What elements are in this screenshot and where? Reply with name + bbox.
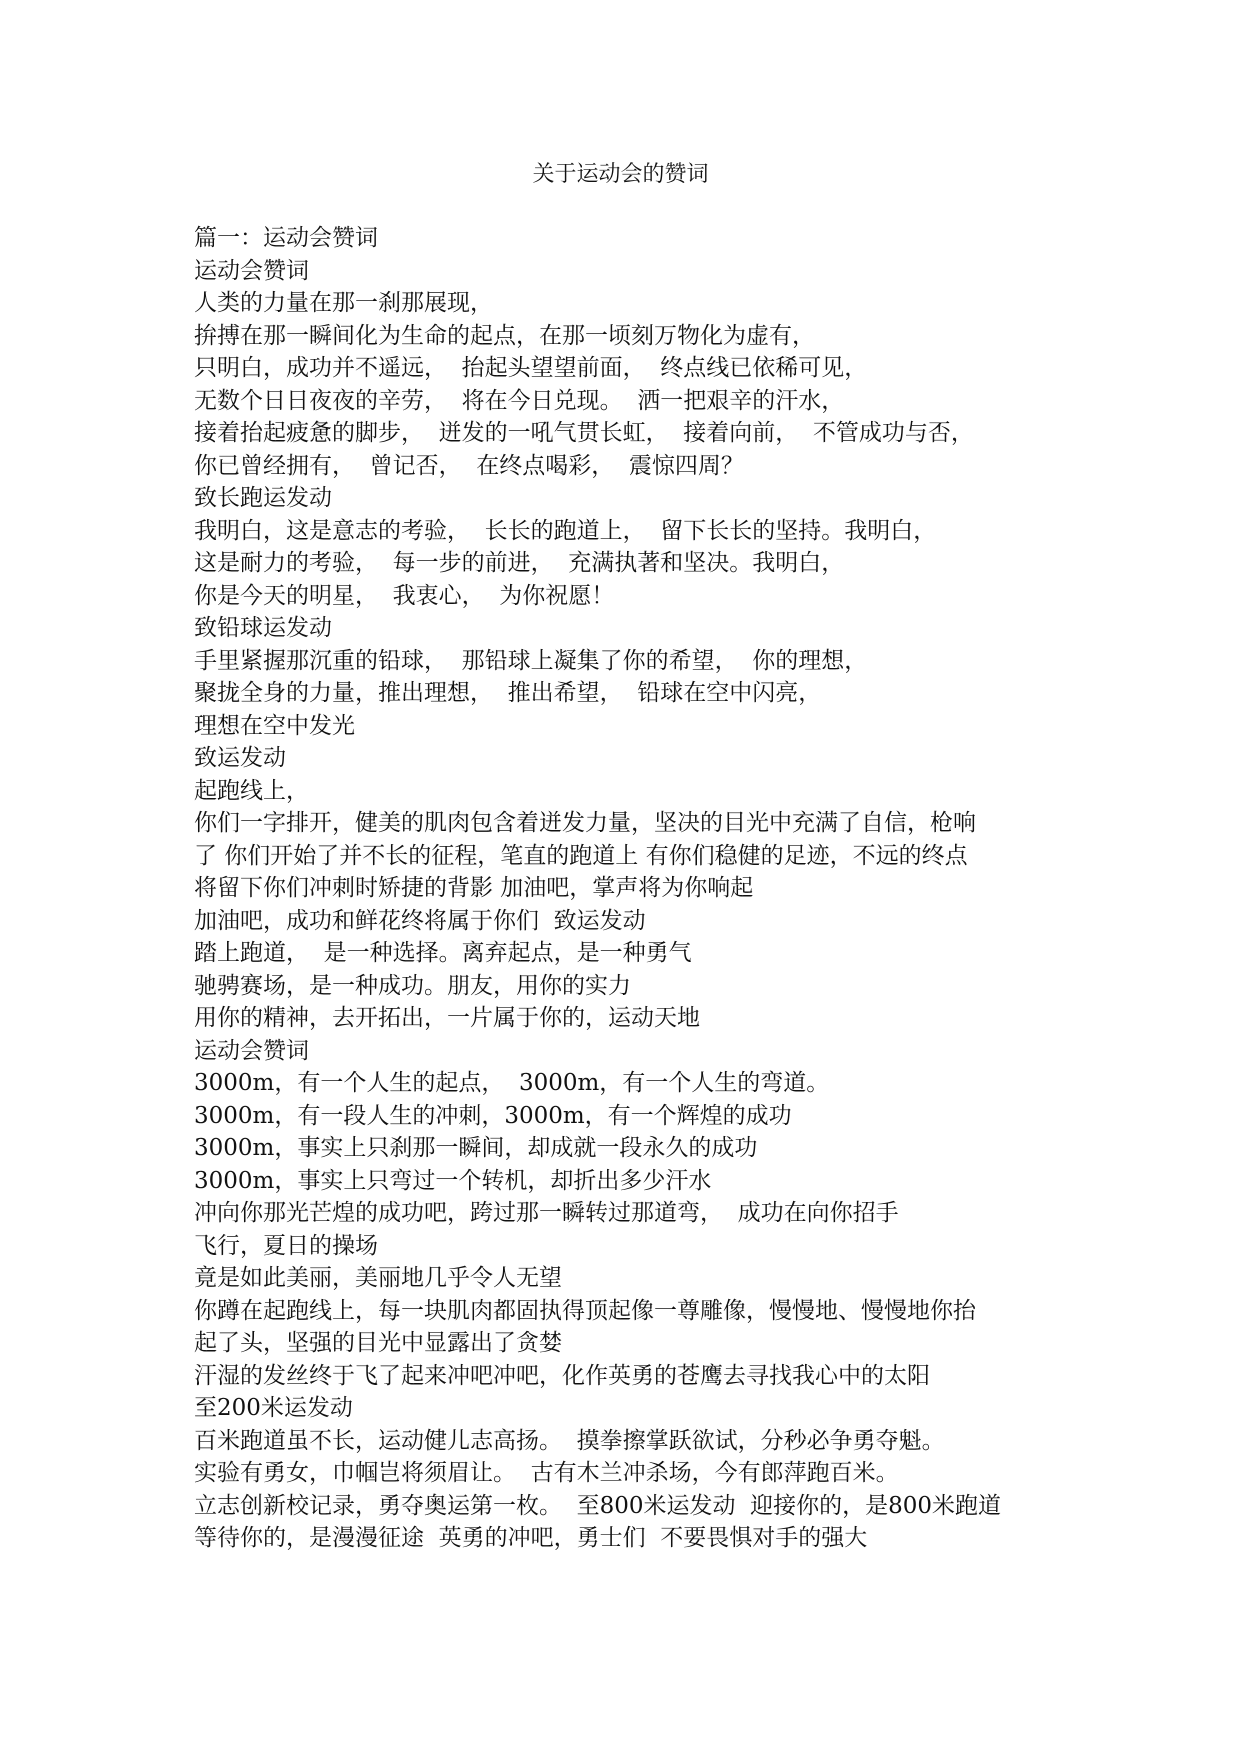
text-line: 用你的精神，去开拓出，一片属于你的，运动天地 <box>194 1005 700 1031</box>
text-line: 起了头，坚强的目光中显露出了贪婪 <box>194 1330 562 1356</box>
text-line: 3000m，事实上只刹那一瞬间，却成就一段永久的成功 <box>194 1135 758 1161</box>
text-line: 这是耐力的考验， 每一步的前进， 充满执著和坚决。我明白， <box>194 550 845 576</box>
text-line: 加油吧，成功和鲜花终将属于你们 致运发动 <box>194 907 646 934</box>
text-line: 理想在空中发光 <box>194 712 355 739</box>
text-line: 拚搏在那一瞬间化为生命的起点，在那一顷刻万物化为虚有， <box>194 322 815 349</box>
text-line: 致长跑运发动 <box>194 485 332 511</box>
text-line: 3000m，事实上只弯过一个转机，却折出多少汗水 <box>194 1167 712 1194</box>
text-line: 汗湿的发丝终于飞了起来冲吧冲吧，化作英勇的苍鹰去寻找我心中的太阳 <box>194 1362 930 1389</box>
text-line: 你已曾经拥有， 曾记否， 在终点喝彩， 震惊四周？ <box>194 452 744 479</box>
document-body <box>194 222 1074 1555</box>
text-line: 将留下你们冲刺时矫捷的背影 加油吧，掌声将为你响起 <box>194 875 754 901</box>
text-line: 了 你们开始了并不长的征程，笔直的跑道上 有你们稳健的足迹，不远的终点 <box>194 842 968 869</box>
text-line: 驰骋赛场，是一种成功。朋友，用你的实力 <box>194 972 631 999</box>
text-line: 等待你的，是漫漫征途 英勇的冲吧，勇士们 不要畏惧对手的强大 <box>194 1525 868 1551</box>
text-line: 飞行，夏日的操场 <box>194 1232 378 1259</box>
text-line: 致运发动 <box>194 745 286 771</box>
text-line: 致铅球运发动 <box>194 615 332 641</box>
text-line: 只明白，成功并不遥远， 抬起头望望前面， 终点线已依稀可见， <box>194 355 868 381</box>
text-line: 你们一字排开，健美的肌肉包含着迸发力量，坚决的目光中充满了自信，枪响 <box>194 810 976 836</box>
text-line: 冲向你那光芒煌的成功吧，跨过那一瞬转过那道弯， 成功在向你招手 <box>194 1200 899 1226</box>
text-line: 接着抬起疲惫的脚步， 迸发的一吼气贯长虹， 接着向前， 不管成功与否， <box>194 420 974 446</box>
text-line: 运动会赞词 <box>194 1037 309 1064</box>
text-line: 运动会赞词 <box>194 257 309 284</box>
text-line: 我明白，这是意志的考验， 长长的跑道上， 留下长长的坚持。我明白， <box>194 517 937 544</box>
text-line: 3000m，有一段人生的冲刺，3000m，有一个辉煌的成功 <box>194 1102 792 1129</box>
text-line: 手里紧握那沉重的铅球， 那铅球上凝集了你的希望， 你的理想， <box>194 647 868 674</box>
text-line: 3000m，有一个人生的起点， 3000m，有一个人生的弯道。 <box>194 1070 830 1096</box>
text-line: 篇一：运动会赞词 <box>194 225 378 251</box>
text-line: 人类的力量在那一刹那展现， <box>194 290 493 316</box>
text-line: 无数个日日夜夜的辛劳， 将在今日兑现。 洒一把艰辛的汗水， <box>194 387 845 414</box>
document-title: 关于运动会的赞词 <box>532 162 709 187</box>
text-line: 你是今天的明星， 我衷心， 为你祝愿！ <box>194 582 615 609</box>
text-line: 立志创新校记录，勇夺奥运第一枚。 至800米运发动 迎接你的，是800米跑道 <box>194 1492 1002 1519</box>
text-line: 至200米运发动 <box>194 1395 353 1421</box>
text-line: 起跑线上， <box>194 777 309 804</box>
text-line: 实验有勇女，巾帼岂将须眉让。 古有木兰冲杀场，今有郎萍跑百米。 <box>194 1460 899 1486</box>
text-line: 聚拢全身的力量，推出理想， 推出希望， 铅球在空中闪亮， <box>194 680 822 706</box>
text-line: 百米跑道虽不长，运动健儿志高扬。 摸拳擦掌跃欲试，分秒必争勇夺魁。 <box>194 1427 945 1454</box>
text-line: 竟是如此美丽，美丽地几乎令人无望 <box>194 1265 562 1291</box>
text-line: 你蹲在起跑线上，每一块肌肉都固执得顶起像一尊雕像，慢慢地、慢慢地你抬 <box>194 1297 976 1324</box>
text-line: 踏上跑道， 是一种选择。离弃起点，是一种勇气 <box>194 940 692 966</box>
